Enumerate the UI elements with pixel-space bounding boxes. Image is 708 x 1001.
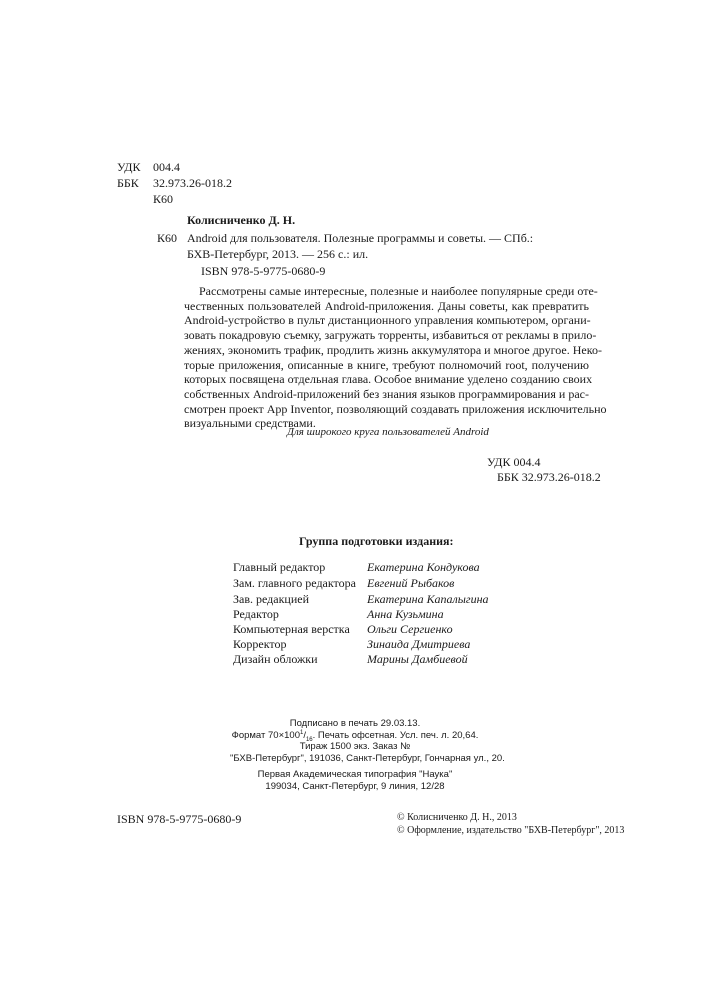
book-title-line1: Android для пользователя. Полезные программы и советы. — СПб.: [187,231,534,245]
imprint-signed: Подписано в печать 29.03.13. [289,718,421,729]
author-mark: К60 [153,192,174,206]
staff-person: Зинаида Дмитриева [367,637,471,651]
staff-role: Главный редактор [233,560,326,574]
annotation-line: Android-устройство в пульт дистанционного управления компьютером, органи- [184,313,591,328]
staff-person: Екатерина Кондукова [367,560,480,574]
staff-person: Ольги Сергиенко [367,622,453,636]
annotation-line: собственных Android-приложений без знания языков программирования и рас- [184,386,589,401]
annotation-line: визуальными средствами. [184,416,316,431]
isbn-line: ISBN 978-5-9775-0680-9 [201,264,326,278]
format-base: 100 [284,729,300,741]
staff-role: Компьютерная верстка [233,622,350,636]
imprint-publisher: "БХВ-Петербург", 191036, Санкт-Петербург, Гончарная ул., 20. [230,752,505,764]
staff-person: Анна Кузьмина [367,607,444,621]
annotation-paragraph [184,284,607,431]
audience-note: Для широкого круга пользователей Android [287,426,489,438]
imprint-run: Тираж 1500 экз. Заказ № [299,741,411,752]
annotation-line: чественных пользователей Android-приложения. Даны советы, как превратить [184,298,589,313]
imprint-printer-name: Первая Академическая типография "Наука" [257,769,453,780]
udk-value: 004.4 [153,160,180,174]
bbk-label: ББК [117,176,139,190]
staff-person: Евгений Рыбаков [367,576,455,590]
annotation-line: зовать покадровую съемку, загружать торренты, избавиться от рекламы в прило- [184,328,597,343]
annotation-line: Рассмотрены самые интересные, полезные и наиболее популярные среди оте- [199,284,598,298]
imprint-format: Формат $70\times 100^1/_{16}$. Печать офсетная. Усл. печ. л. 20,64. [231,729,479,743]
copyright-design: © Оформление, издательство "БХВ-Петербург", 2013 [397,825,625,836]
staff-role: Зав. редакцией [233,592,310,606]
author-name: Колисниченко Д. Н. [187,213,296,227]
imprint-printer-address: 199034, Санкт-Петербург, 9 линия, 12/28 [265,780,445,792]
annotation-line: смотрен проект App Inventor, позволяющий создавать приложения исключительно [184,401,607,416]
copyright-author: © Колисниченко Д. Н., 2013 [397,812,517,823]
annotation-line: торые приложения, описанные в книге, требуют полномочий root, получению [184,357,589,372]
format-suffix: . Печать офсетная. Усл. печ. л. 20,64. [312,729,479,741]
staff-person: Марины Дамбиевой [367,652,468,666]
book-title-line2: БХВ-Петербург, 2013. — 256 с.: ил. [187,247,369,261]
annotation-line: которых посвящена отдельная глава. Особое внимание уделено созданию своих [184,372,593,387]
bbk-value: 32.973.26-018.2 [153,176,232,190]
footer-isbn: ISBN 978-5-9775-0680-9 [117,812,242,826]
staff-heading: Группа подготовки издания: [299,534,454,548]
staff-person: Екатерина Капалыгина [367,592,489,606]
format-prefix: Формат 70 [231,729,279,741]
format-sub: 16 [305,736,313,743]
format-sup: 1 [299,729,304,736]
staff-role: Корректор [233,637,287,651]
staff-role: Зам. главного редактора [233,576,356,590]
bbk-right: ББК 32.973.26-018.2 [497,470,601,484]
annotation-line: жениях, экономить трафик, продлить жизнь аккумулятора и многое другое. Неко- [184,342,602,357]
staff-role: Редактор [233,607,279,621]
staff-role: Дизайн обложки [233,652,318,666]
udk-right: УДК 004.4 [487,455,541,469]
format-times: × [278,729,285,741]
bibliography-mark: К60 [157,231,178,245]
udk-label: УДК [117,160,141,174]
imprint-block [230,718,505,792]
